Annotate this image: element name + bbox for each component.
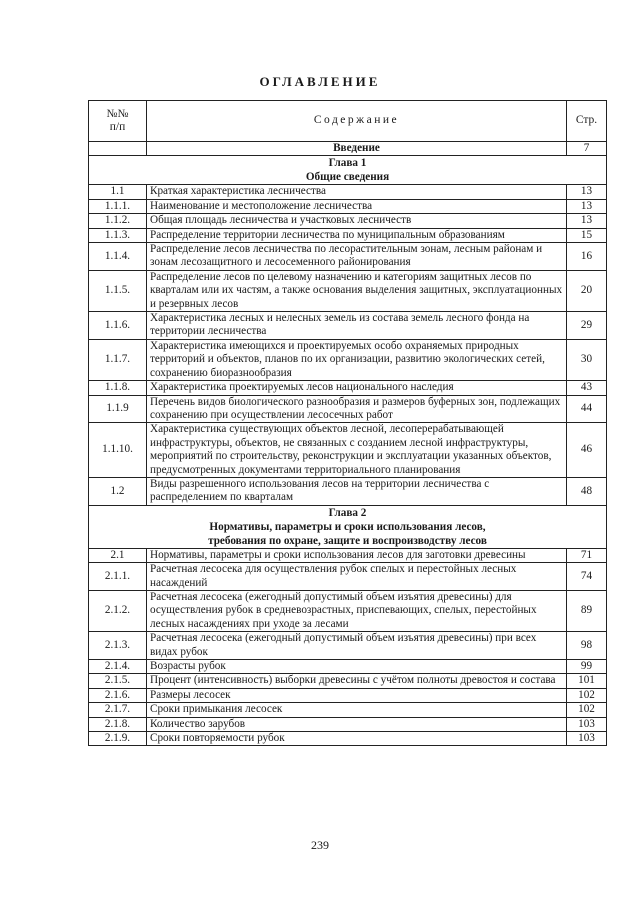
toc-row-page: 15 <box>567 228 607 242</box>
intro-page: 7 <box>567 142 607 156</box>
chapter1-heading: Глава 1 <box>328 157 367 170</box>
toc-row-number: 1.1.10. <box>89 423 147 478</box>
header-content: Содержание <box>147 101 567 142</box>
toc-table <box>88 100 607 746</box>
toc-row-text: Характеристика проектируемых лесов национального наследия <box>147 381 567 395</box>
toc-row-text: Наименование и местоположение лесничества <box>147 199 567 213</box>
toc-row <box>89 214 607 228</box>
chapter1-cell <box>89 156 607 185</box>
toc-row-page: 71 <box>567 548 607 562</box>
toc-row-text: Возрасты рубок <box>147 660 567 674</box>
chapter2-row <box>89 505 607 548</box>
toc-row-number: 2.1.6. <box>89 688 147 702</box>
toc-row-text: Нормативы, параметры и сроки использования лесов для заготовки древесины <box>147 548 567 562</box>
toc-row-number: 1.1.8. <box>89 381 147 395</box>
toc-row <box>89 339 607 380</box>
toc-row-number: 1.1.1. <box>89 199 147 213</box>
chapter2-heading: Глава 2 <box>328 506 367 519</box>
toc-row <box>89 381 607 395</box>
chapter1-row <box>89 156 607 185</box>
toc-row <box>89 395 607 423</box>
toc-row <box>89 548 607 562</box>
toc-row <box>89 185 607 199</box>
toc-row-page: 103 <box>567 717 607 731</box>
toc-row <box>89 632 607 660</box>
toc-row-text: Перечень видов биологического разнообразия и размеров буферных зон, подлежащих сохранению при осуществлении лесосечных работ <box>147 395 567 423</box>
chapter2-title-line1: Нормативы, параметры и сроки использования лесов, <box>209 520 486 533</box>
toc-row-text: Размеры лесосек <box>147 688 567 702</box>
toc-row-number: 1.1.3. <box>89 228 147 242</box>
toc-row-number: 1.1.5. <box>89 270 147 311</box>
toc-row-page: 29 <box>567 312 607 340</box>
toc-row-text: Распределение лесов лесничества по лесорастительным зонам, лесным районам и зонам лесозащитного и лесосеменного районирования <box>147 243 567 271</box>
toc-row-page: 74 <box>567 563 607 591</box>
toc-row-number: 2.1 <box>89 548 147 562</box>
toc-row <box>89 688 607 702</box>
toc-row <box>89 660 607 674</box>
intro-label: Введение <box>147 142 567 156</box>
toc-row <box>89 674 607 688</box>
toc-row-text: Характеристика имеющихся и проектируемых особо охраняемых природных территорий и объектов, планов по их организации, развитию экологических сетей, сохранению биоразнообразия <box>147 339 567 380</box>
toc-row-text: Распределение территории лесничества по муниципальным образованиям <box>147 228 567 242</box>
toc-row <box>89 590 607 631</box>
toc-row-page: 89 <box>567 590 607 631</box>
chapter1-title: Общие сведения <box>305 171 390 184</box>
toc-row-page: 103 <box>567 732 607 746</box>
toc-row-page: 99 <box>567 660 607 674</box>
toc-row-number: 1.1 <box>89 185 147 199</box>
toc-row-number: 1.1.9 <box>89 395 147 423</box>
header-number <box>89 101 147 142</box>
toc-row-text: Виды разрешенного использования лесов на территории лесничества с распределением по кварталам <box>147 477 567 505</box>
toc-row <box>89 423 607 478</box>
header-number-line2: п/п <box>109 121 126 133</box>
toc-row-page: 13 <box>567 185 607 199</box>
toc-row-number: 2.1.4. <box>89 660 147 674</box>
toc-row <box>89 312 607 340</box>
toc-row-number: 2.1.3. <box>89 632 147 660</box>
toc-row-page: 44 <box>567 395 607 423</box>
intro-row <box>89 142 607 156</box>
toc-row-page: 43 <box>567 381 607 395</box>
toc-row-number: 1.1.7. <box>89 339 147 380</box>
toc-row-text: Сроки примыкания лесосек <box>147 703 567 717</box>
toc-row <box>89 270 607 311</box>
toc-row-number: 1.1.6. <box>89 312 147 340</box>
toc-row-page: 46 <box>567 423 607 478</box>
toc-row-text: Характеристика существующих объектов лесной, лесоперерабатывающей инфраструктуры, объектов, не связанных с созданием лесной инфраструктуры, мероприятий по строительству, реконструкции и эксплуатации указанных объектов, предусмотренных документами территориального планирования <box>147 423 567 478</box>
toc-row <box>89 563 607 591</box>
toc-row <box>89 717 607 731</box>
toc-row-text: Общая площадь лесничества и участковых лесничеств <box>147 214 567 228</box>
toc-row-text: Расчетная лесосека для осуществления рубок спелых и перестойных лесных насаждений <box>147 563 567 591</box>
header-page: Стр. <box>567 101 607 142</box>
toc-row-text: Краткая характеристика лесничества <box>147 185 567 199</box>
toc-row-number: 2.1.2. <box>89 590 147 631</box>
toc-row-page: 48 <box>567 477 607 505</box>
toc-row <box>89 477 607 505</box>
toc-row <box>89 243 607 271</box>
toc-row-page: 102 <box>567 688 607 702</box>
toc-row-page: 98 <box>567 632 607 660</box>
toc-row-number: 2.1.1. <box>89 563 147 591</box>
toc-row-number: 2.1.5. <box>89 674 147 688</box>
toc-row <box>89 228 607 242</box>
toc-row <box>89 199 607 213</box>
toc-row-page: 20 <box>567 270 607 311</box>
toc-row-number: 2.1.9. <box>89 732 147 746</box>
toc-row-text: Сроки повторяемости рубок <box>147 732 567 746</box>
chapter2-title-line2: требования по охране, защите и воспроизводству лесов <box>208 534 487 547</box>
toc-header-row <box>89 101 607 142</box>
toc-row <box>89 732 607 746</box>
toc-row-text: Количество зарубов <box>147 717 567 731</box>
toc-row-page: 13 <box>567 214 607 228</box>
toc-row-text: Расчетная лесосека (ежегодный допустимый объем изъятия древесины) для осуществления рубок в средневозрастных, приспевающих, спелых, перестойных лесных насаждениях при уходе за лесами <box>147 590 567 631</box>
toc-row <box>89 703 607 717</box>
toc-row-page: 16 <box>567 243 607 271</box>
page-number: 239 <box>311 838 329 852</box>
toc-row-text: Расчетная лесосека (ежегодный допустимый объем изъятия древесины) при всех видах рубок <box>147 632 567 660</box>
toc-row-page: 101 <box>567 674 607 688</box>
toc-row-number: 1.2 <box>89 477 147 505</box>
toc-row-text: Характеристика лесных и нелесных земель из состава земель лесного фонда на территории лесничества <box>147 312 567 340</box>
header-number-line1: №№ <box>106 108 129 120</box>
page-title: ОГЛАВЛЕНИЕ <box>259 74 381 89</box>
toc-row-number: 1.1.4. <box>89 243 147 271</box>
toc-row-text: Распределение лесов по целевому назначению и категориям защитных лесов по кварталам или их частям, а также основания выделения защитных, эксплуатационных и резервных лесов <box>147 270 567 311</box>
toc-row-page: 30 <box>567 339 607 380</box>
toc-row-text: Процент (интенсивность) выборки древесины с учётом полноты древостоя и состава <box>147 674 567 688</box>
toc-row-page: 102 <box>567 703 607 717</box>
toc-row-number: 1.1.2. <box>89 214 147 228</box>
toc-row-number: 2.1.7. <box>89 703 147 717</box>
chapter2-cell <box>89 505 607 548</box>
toc-row-number: 2.1.8. <box>89 717 147 731</box>
toc-row-page: 13 <box>567 199 607 213</box>
intro-empty-cell <box>89 142 147 156</box>
